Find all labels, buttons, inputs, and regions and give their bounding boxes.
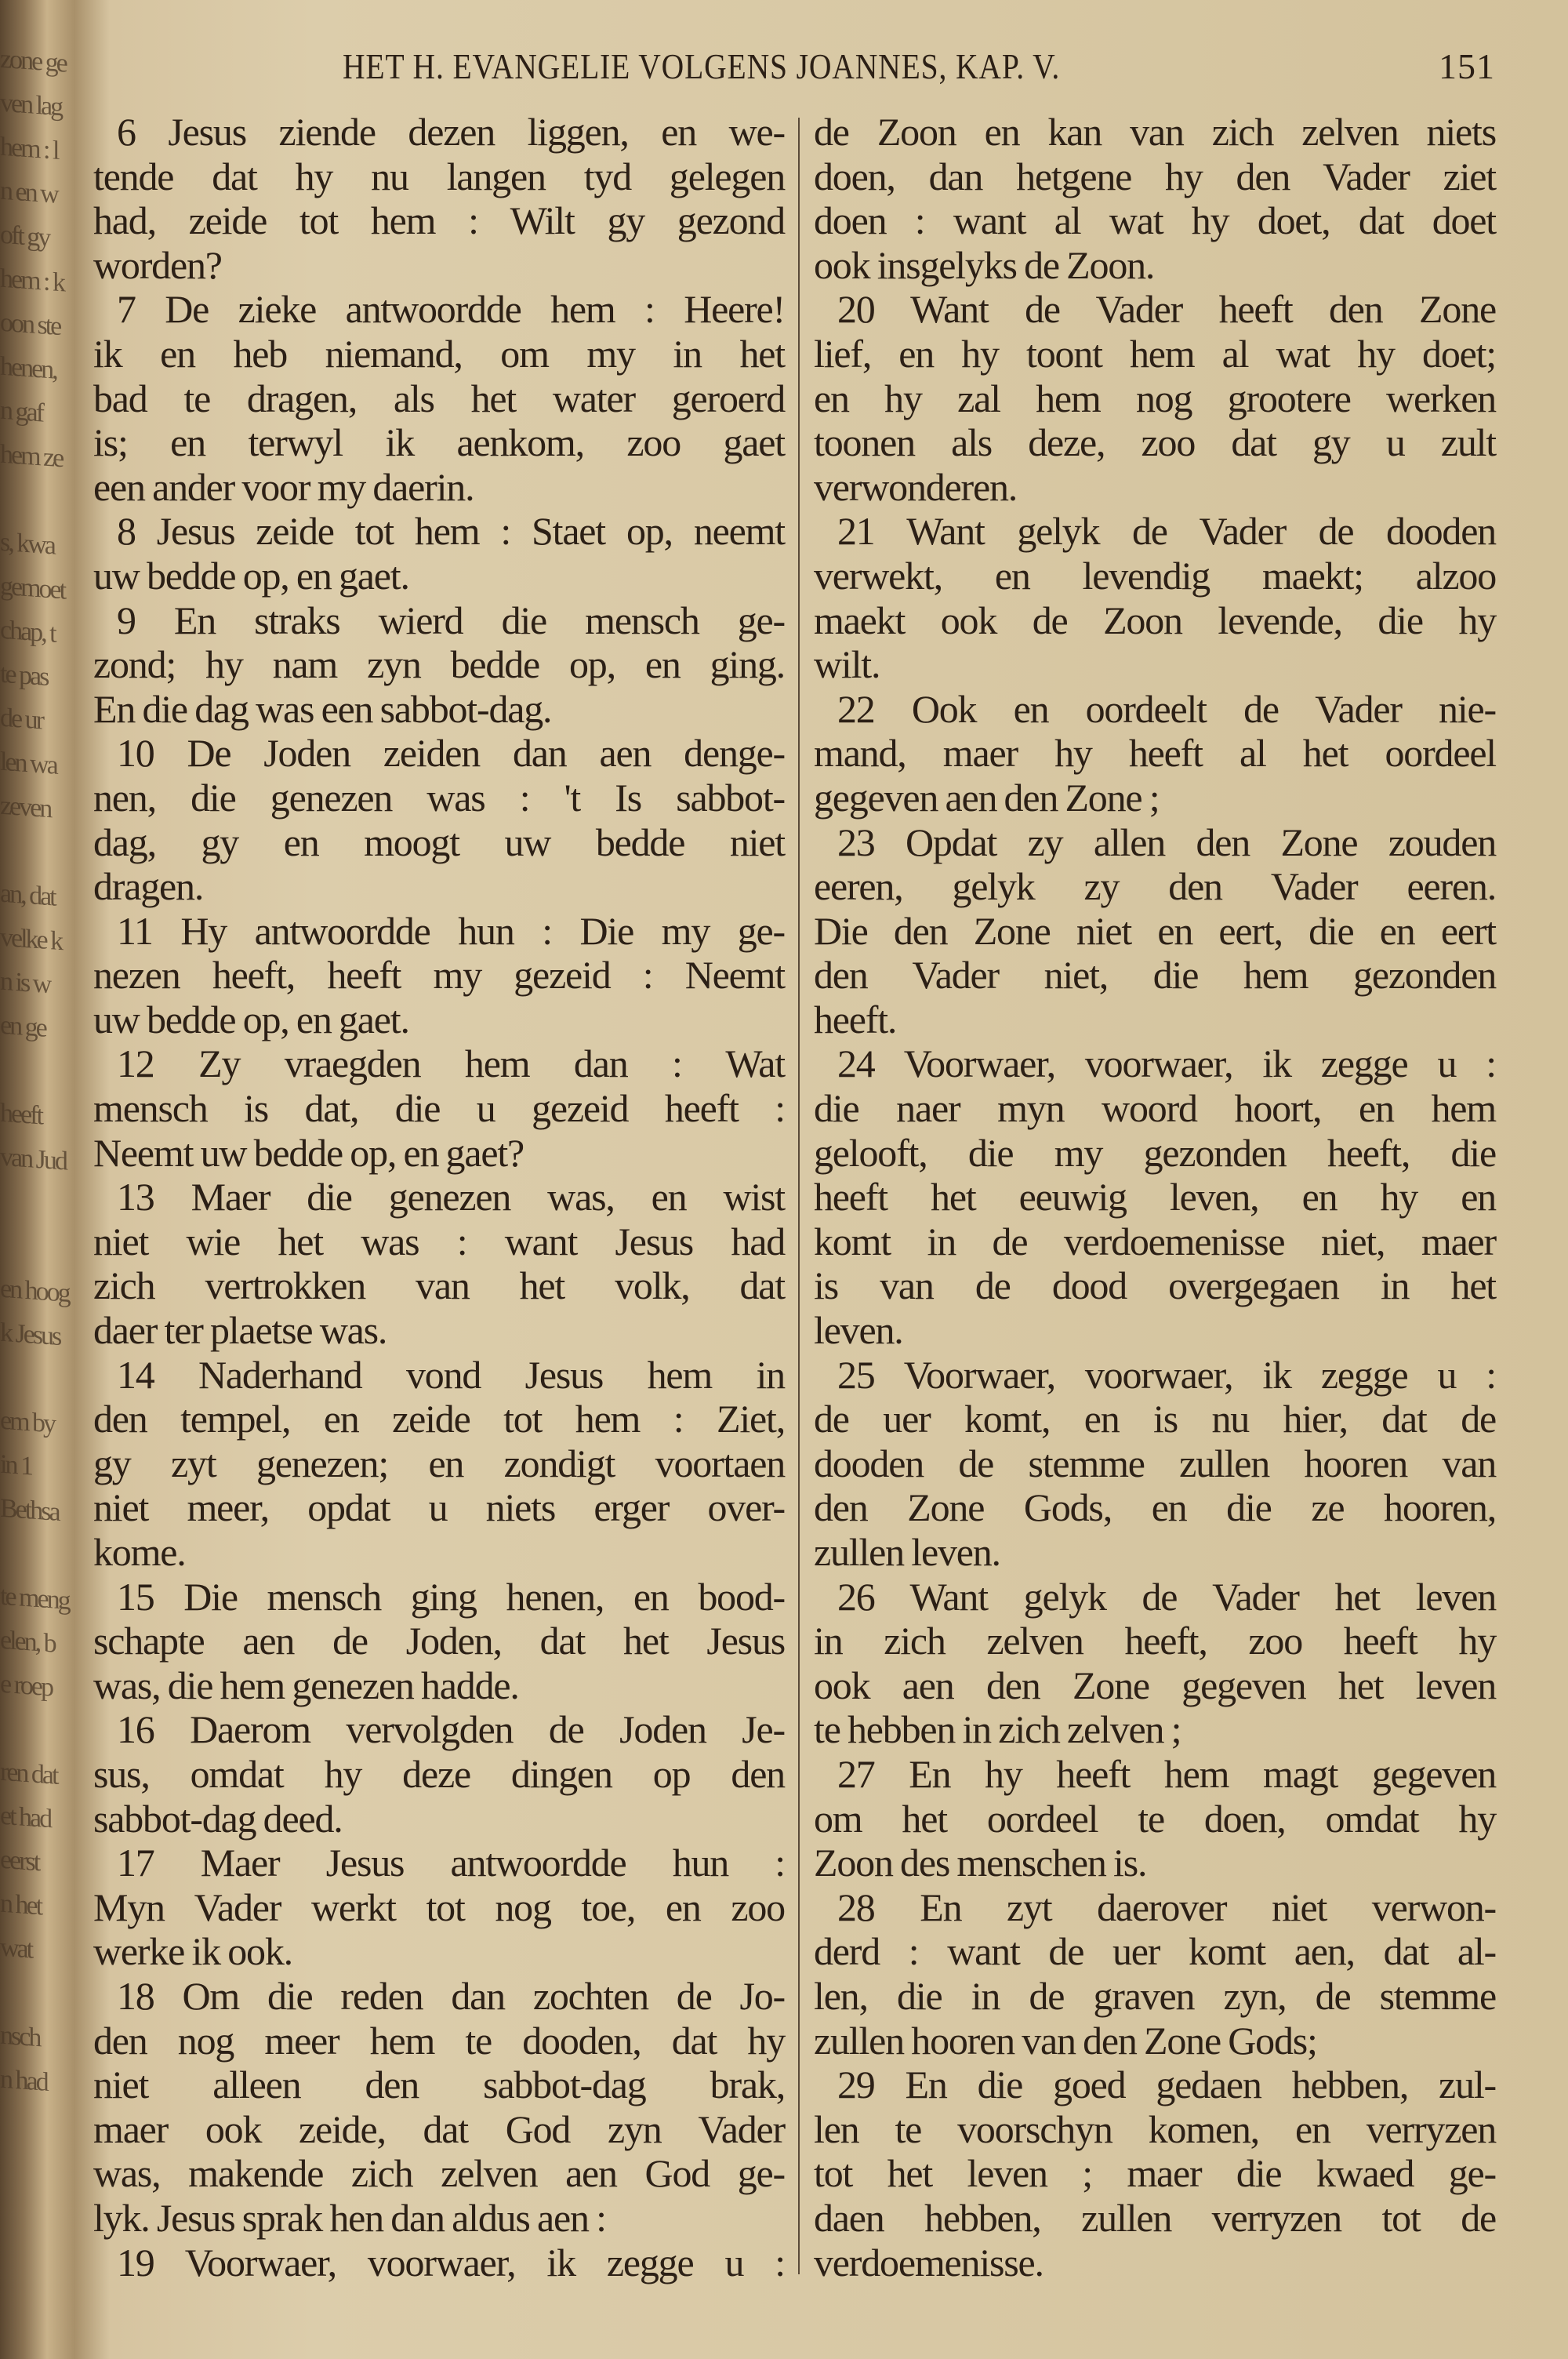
verse xyxy=(93,509,785,598)
margin-fragment: nsch xyxy=(0,2020,40,2053)
margin-fragment xyxy=(0,835,74,885)
verse-line: daer ter plaetse was. xyxy=(93,1308,387,1353)
verse-line: ook insgelyks de Zoon. xyxy=(814,242,1155,287)
margin-fragment xyxy=(0,1714,74,1763)
margin-fragment: hem ze xyxy=(0,439,63,474)
verse xyxy=(93,909,785,1042)
verse-line: ook aen den Zone gegeven het leven xyxy=(814,1663,1496,1707)
verse-line: doen : want al wat hy doet, dat doet xyxy=(814,198,1496,243)
margin-fragment: n is w xyxy=(0,966,50,1000)
margin-fragment: e roep xyxy=(0,1669,53,1703)
verse xyxy=(93,1841,785,1974)
verse-line: 28 En zyt daerover niet verwon- xyxy=(837,1885,1496,1929)
verse-line: komt in de verdoemenisse niet, maer xyxy=(814,1219,1496,1263)
verse-line: Die den Zone niet en eert, die en eert xyxy=(814,908,1496,953)
right-column xyxy=(814,110,1496,2284)
verse-line: had, zeide tot hem : Wilt gy gezond xyxy=(93,198,785,243)
verse-line: tende dat hy nu langen tyd gelegen xyxy=(93,154,785,198)
margin-fragment: oon ste xyxy=(0,307,60,342)
verse-line: gelooft, die my gezonden heeft, die xyxy=(814,1130,1496,1175)
verse-line: is van de dood overgegaen in het xyxy=(814,1263,1496,1308)
verse-line: den Zone Gods, en die ze hooren, xyxy=(814,1485,1496,1530)
verse-line: den nog meer hem te dooden, dat hy xyxy=(93,2018,785,2063)
verse-line: daen hebben, zullen verryzen tot de xyxy=(814,2195,1496,2240)
verse-line: 24 Voorwaer, voorwaer, ik zegge u : xyxy=(837,1041,1496,1086)
verse-line: 6 Jesus ziende dezen liggen, en we- xyxy=(117,110,785,154)
verse xyxy=(93,1175,785,1352)
margin-fragment: henen, xyxy=(0,351,56,385)
margin-fragment: gemoet xyxy=(0,571,65,605)
verse xyxy=(93,1575,785,1708)
verse xyxy=(814,1041,1496,1352)
verse-line: niet alleen den sabbot-dag brak, xyxy=(93,2063,785,2107)
margin-fragment: en hoog xyxy=(0,1274,69,1308)
verse-line: wilt. xyxy=(814,642,880,687)
margin-fragment: te pas xyxy=(0,659,48,692)
verse-line: Neemt uw bedde op, en gaet? xyxy=(93,1130,524,1175)
verse-line: nezen heeft, heeft my gezeid : Neemt xyxy=(93,953,785,998)
verse-line: maer ook zeide, dat God zyn Vader xyxy=(93,2106,785,2151)
verse-line: 9 En straks wierd die mensch ge- xyxy=(117,598,785,642)
verse-line: en hy zal hem nog grootere werken xyxy=(814,376,1496,420)
verse-line: niet meer, opdat u niets erger over- xyxy=(93,1485,785,1530)
verse xyxy=(93,287,785,509)
verse-line: verwonderen. xyxy=(814,464,1018,509)
verse-line: dag, gy en moogt uw bedde niet xyxy=(93,820,785,864)
verse-line: te hebben in zich zelven ; xyxy=(814,1707,1181,1752)
verse-line: 19 Voorwaer, voorwaer, ik zegge u : xyxy=(117,2240,785,2284)
verse-line: dragen. xyxy=(93,864,204,909)
verse-line: gy zyt genezen; en zondigt voortaen xyxy=(93,1441,785,1485)
chapter-title: HET H. EVANGELIE VOLGENS JOANNES, KAP. V. xyxy=(343,46,1061,86)
verse-line: 12 Zy vraegden hem dan : Wat xyxy=(117,1041,785,1086)
margin-fragment xyxy=(0,1187,74,1236)
verse-line: 14 Naderhand vond Jesus hem in xyxy=(117,1352,785,1397)
left-column xyxy=(93,110,785,2284)
verse-line: om het oordeel te doen, omdat hy xyxy=(814,1796,1496,1841)
verse-line: 27 En hy heeft hem magt gegeven xyxy=(837,1751,1496,1796)
margin-fragment xyxy=(0,1362,74,1412)
margin-fragment: de ur xyxy=(0,703,42,736)
verse xyxy=(93,731,785,908)
verse-line: dooden de stemme zullen hooren van xyxy=(814,1441,1496,1485)
margin-fragment: zone ge xyxy=(0,44,66,78)
verse-line: die naer myn woord hoort, en hem xyxy=(814,1086,1496,1131)
verse xyxy=(814,2063,1496,2284)
verse-line: in zich zelven heeft, zoo heeft hy xyxy=(814,1619,1496,1663)
verse-line: zullen leven. xyxy=(814,1530,1000,1574)
margin-fragment: em by xyxy=(0,1405,55,1439)
margin-fragment xyxy=(0,1055,74,1104)
verse-line: 13 Maer die genezen was, en wist xyxy=(117,1175,785,1219)
verse-line: 22 Ook en oordeelt de Vader nie- xyxy=(837,686,1496,731)
margin-fragment: in 1 xyxy=(0,1449,31,1481)
verse-line: was, makende zich zelven aen God ge- xyxy=(93,2151,785,2196)
verse-line: zond; hy nam zyn bedde op, en ging. xyxy=(93,642,785,687)
margin-fragment: ven lag xyxy=(0,88,62,122)
verse-line: 29 En die goed gedaen hebben, zul- xyxy=(837,2063,1496,2107)
verse-line: verwekt, en levendig maekt; alzoo xyxy=(814,553,1496,598)
verse-line: 23 Opdat zy allen den Zone zouden xyxy=(837,820,1496,864)
margin-fragment: heeft xyxy=(0,1098,42,1131)
verse-line: zich vertrokken van het volk, dat xyxy=(93,1263,785,1308)
verse-line: was, die hem genezen hadde. xyxy=(93,1663,519,1707)
margin-fragment: ren dat xyxy=(0,1757,57,1790)
margin-fragment: van Jud xyxy=(0,1142,66,1176)
verse xyxy=(93,1041,785,1175)
verse xyxy=(814,820,1496,1042)
running-header xyxy=(343,45,1495,93)
verse-line: sabbot-dag deed. xyxy=(93,1796,343,1841)
margin-fragment: et had xyxy=(0,1801,51,1834)
margin-fragment: hem : l xyxy=(0,132,58,165)
verse-line: de uer komt, en is nu hier, dat de xyxy=(814,1397,1496,1441)
margin-fragment: elen, b xyxy=(0,1625,55,1659)
verse-line: den tempel, en zeide tot hem : Ziet, xyxy=(93,1397,785,1441)
verse-line: leven. xyxy=(814,1308,903,1353)
verse-line: gegeven aen den Zone ; xyxy=(814,775,1160,820)
verse-line: len, die in de graven zyn, de stemme xyxy=(814,1973,1496,2018)
margin-fragment: zeven xyxy=(0,791,51,824)
facing-page-bleed xyxy=(0,45,74,2324)
column-divider xyxy=(798,118,800,2274)
margin-fragment: n het xyxy=(0,1888,42,1921)
margin-fragment xyxy=(0,1977,74,2026)
verse-line: niet wie het was : want Jesus had xyxy=(93,1219,785,1263)
margin-fragment: hem : k xyxy=(0,264,64,298)
margin-fragment: n en w xyxy=(0,176,57,209)
verse xyxy=(93,110,785,287)
verse-line: 7 De zieke antwoordde hem : Heere! xyxy=(117,287,785,332)
verse-line: mand, maer hy heeft al het oordeel xyxy=(814,731,1496,776)
verse xyxy=(814,1752,1496,1885)
verse-line: heeft het eeuwig leven, en hy en xyxy=(814,1175,1496,1219)
verse-line: eeren, gelyk zy den Vader eeren. xyxy=(814,864,1496,909)
margin-fragment: s, kwa xyxy=(0,527,54,561)
verse-line: len te voorschyn komen, en verryzen xyxy=(814,2106,1496,2151)
margin-fragment xyxy=(0,484,74,533)
verse-line: toonen als deze, zoo dat gy u zult xyxy=(814,420,1496,465)
verse-line: een ander voor my daerin. xyxy=(93,464,474,509)
verse-line: worden? xyxy=(93,242,222,287)
verse-line: 25 Voorwaer, voorwaer, ik zegge u : xyxy=(837,1352,1496,1397)
verse-line: 10 De Joden zeiden dan aen denge- xyxy=(117,731,785,776)
verse-line: 15 Die mensch ging henen, en bood- xyxy=(117,1574,785,1619)
verse-line: uw bedde op, en gaet. xyxy=(93,553,409,598)
verse xyxy=(93,2241,785,2285)
verse xyxy=(814,1885,1496,2063)
verse-line: lief, en hy toont hem al wat hy doet; xyxy=(814,331,1496,376)
verse-line: 21 Want gelyk de Vader de dooden xyxy=(837,509,1496,554)
margin-fragment xyxy=(0,1538,74,1587)
verse-line: tot het leven ; maer die kwaed ge- xyxy=(814,2151,1496,2196)
margin-fragment: n had xyxy=(0,2064,47,2097)
verse-line: sus, omdat hy deze dingen op den xyxy=(93,1751,785,1796)
margin-fragment: chap, t xyxy=(0,615,55,649)
margin-fragment: te meng xyxy=(0,1581,69,1616)
verse-line: 11 Hy antwoordde hun : Die my ge- xyxy=(117,908,785,953)
verse-line: bad te dragen, als het water geroerd xyxy=(93,376,785,420)
verse-line: mensch is dat, die u gezeid heeft : xyxy=(93,1086,785,1131)
verse-line: verdoemenisse. xyxy=(814,2240,1044,2284)
verse-line: 20 Want de Vader heeft den Zone xyxy=(837,287,1496,332)
margin-fragment: velke k xyxy=(0,922,62,957)
verse-line: ik en heb niemand, om my in het xyxy=(93,331,785,376)
verse-line: is; en terwyl ik aenkom, zoo gaet xyxy=(93,420,785,465)
verse xyxy=(93,1974,785,2241)
verse-line: 26 Want gelyk de Vader het leven xyxy=(837,1574,1496,1619)
verse xyxy=(814,110,1496,287)
verse-line: schapte aen de Joden, dat het Jesus xyxy=(93,1619,785,1663)
margin-fragment: n gaf xyxy=(0,395,42,428)
verse-line: zullen hooren van den Zone Gods; xyxy=(814,2018,1317,2063)
margin-fragment: k Jesus xyxy=(0,1318,60,1352)
margin-fragment: an, dat xyxy=(0,878,55,912)
verse-line: 16 Daerom vervolgden de Joden Je- xyxy=(117,1707,785,1752)
margin-fragment: Bethsa xyxy=(0,1493,59,1527)
verse-line: 18 Om die reden dan zochten de Jo- xyxy=(117,1973,785,2018)
verse xyxy=(814,509,1496,686)
verse-line: 8 Jesus zeide tot hem : Staet op, neemt xyxy=(117,509,785,554)
verse-line: heeft. xyxy=(814,997,897,1041)
verse-line: doen, dan hetgene hy den Vader ziet xyxy=(814,154,1496,198)
verse-line: Zoon des menschen is. xyxy=(814,1841,1147,1885)
verse-line: maekt ook de Zoon levende, die hy xyxy=(814,598,1496,642)
verse-line: den Vader niet, die hem gezonden xyxy=(814,953,1496,998)
margin-fragment: en ge xyxy=(0,1010,45,1043)
verse-line: Myn Vader werkt tot nog toe, en zoo xyxy=(93,1885,785,1929)
verse xyxy=(814,287,1496,509)
page-number: 151 xyxy=(1439,46,1495,86)
verse-line: derd : want de uer komt aen, dat al- xyxy=(814,1929,1496,1974)
verse xyxy=(814,687,1496,820)
verse xyxy=(814,1353,1496,1575)
verse xyxy=(814,1575,1496,1752)
margin-fragment: wat xyxy=(0,1932,32,1965)
verse-line: uw bedde op, en gaet. xyxy=(93,997,409,1041)
verse-line: 17 Maer Jesus antwoordde hun : xyxy=(117,1841,785,1885)
verse xyxy=(93,1353,785,1575)
verse-line: lyk. Jesus sprak hen dan aldus aen : xyxy=(93,2195,606,2240)
margin-fragment: len wa xyxy=(0,747,56,780)
verse xyxy=(93,598,785,732)
verse-line: nen, die genezen was : 't Is sabbot- xyxy=(93,775,785,820)
verse-line: werke ik ook. xyxy=(93,1929,292,1974)
margin-fragment: eerst xyxy=(0,1845,39,1877)
verse xyxy=(93,1707,785,1841)
margin-fragment: oft gy xyxy=(0,220,49,253)
verse-line: de Zoon en kan van zich zelven niets xyxy=(814,110,1496,154)
verse-line: En die dag was een sabbot-dag. xyxy=(93,686,552,731)
verse-line: kome. xyxy=(93,1530,186,1574)
margin-fragment xyxy=(0,1230,74,1280)
